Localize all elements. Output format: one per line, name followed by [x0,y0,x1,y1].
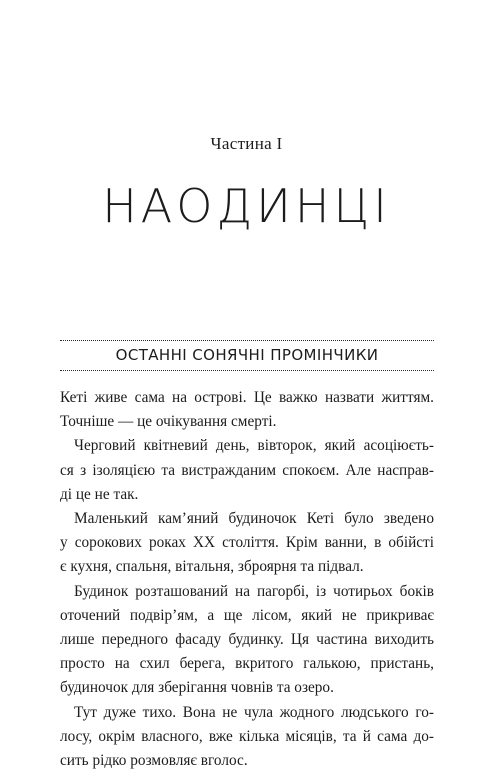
chapter-divider-bottom [60,370,434,371]
paragraph-line: будиночок для зберігання човнів та озеро. [60,679,334,697]
part-title: НАОДИНЦІ [102,179,391,233]
paragraph-line: ді це не так. [60,485,139,503]
paragraph-line: у сорокових роках XX століття. Крім ванни, в обійсті [60,534,434,552]
body-text [60,386,434,773]
paragraph-line: Черговий квітневий день, вівторок, який асоціюєть- [74,437,434,455]
paragraph-line: Будинок розташований на пагорбі, із чотирьох боків [74,582,434,600]
paragraph-line: просто на схил берега, вкритого галькою, пристань, [60,655,434,673]
chapter-title: ОСТАННІ СОНЯЧНІ ПРОМІНЧИКИ [115,346,379,364]
paragraph-line: Кеті живе сама на острові. Це важко назвати життям. [60,389,434,406]
paragraph-line: є кухня, спальня, вітальня, зброярня та підвал. [60,558,364,576]
paragraph-line: оточений подвір’ям, а ще лісом, який не прикриває [60,606,434,624]
paragraph-line: Тут дуже тихо. Вона не чула жодного людського го- [74,703,434,721]
paragraph-line: Маленький кам’яний будиночок Кеті було зведено [74,510,434,528]
chapter-divider-top [60,340,434,341]
paragraph-line: Точніше — це очікування смерті. [60,413,277,431]
paragraph-line: сить рідко розмовляє вголос. [60,752,248,770]
paragraph-line: ся з ізоляцією та вистражданим спокоєм. Але насправ- [60,461,434,479]
part-label: Частина I [210,134,283,153]
paragraph-line: лосу, окрім власного, вже кілька місяців, та й сама до- [60,727,434,745]
paragraph-line: лише передного фасаду будинку. Ця частина виходить [60,631,434,649]
